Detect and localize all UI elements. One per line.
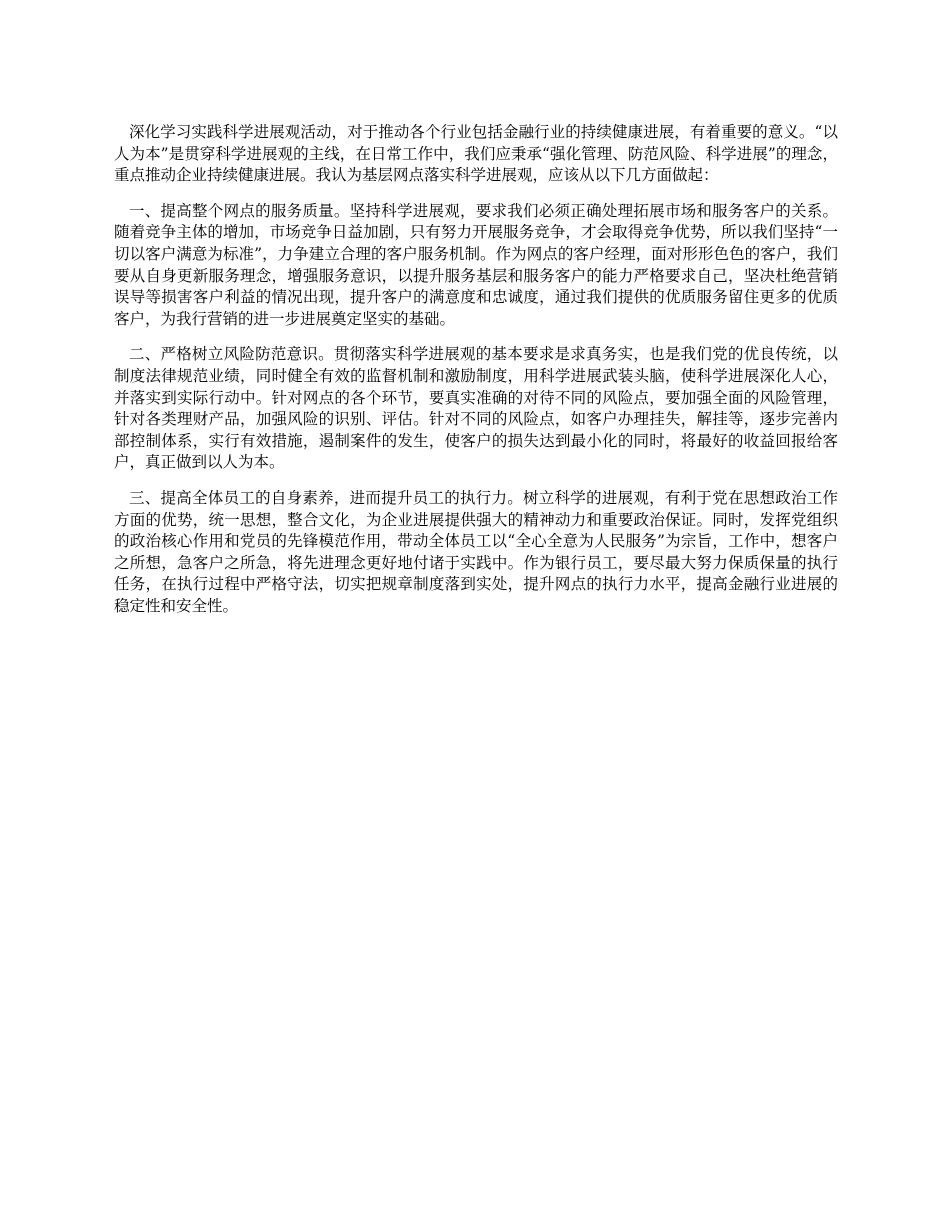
document-page: [114, 122, 838, 631]
section-3-paragraph: 三、提高全体员工的自身素养，进而提升员工的执行力。树立科学的进展观，有利于党在思想政治工作方面的优势，统一思想，整合文化，为企业进展提供强大的精神动力和重要政治保证。同时，发挥党组织的政治核心作用和党员的先锋模范作用，带动全体员工以“全心全意为人民服务”为宗旨，工作中，想客户之所想，急客户之所急，将先进理念更好地付诸于实践中。作为银行员工，要尽最大努力保质保量的执行任务，在执行过程中严格守法，切实把规章制度落到实处，提升网点的执行力水平，提高金融行业进展的稳定性和安全性。: [114, 488, 838, 615]
section-2-paragraph: 二、严格树立风险防范意识。贯彻落实科学进展观的基本要求是求真务实，也是我们党的优良传统，以制度法律规范业绩，同时健全有效的监督机制和激励制度，用科学进展武装头脑，使科学进展深化人心，并落实到实际行动中。针对网点的各个环节，要真实准确的对待不同的风险点，要加强全面的风险管理，针对各类理财产品，加强风险的识别、评估。针对不同的风险点，如客户办理挂失，解挂等，逐步完善内部控制体系，实行有效措施，遏制案件的发生，使客户的损失达到最小化的同时，将最好的收益回报给客户，真正做到以人为本。: [114, 345, 838, 472]
section-1-paragraph: 一、提高整个网点的服务质量。坚持科学进展观，要求我们必须正确处理拓展市场和服务客户的关系。随着竞争主体的增加，市场竞争日益加剧，只有努力开展服务竞争，才会取得竞争优势，所以我们坚持“一切以客户满意为标准”，力争建立合理的客户服务机制。作为网点的客户经理，面对形形色色的客户，我们要从自身更新服务理念，增强服务意识，以提升服务基层和服务客户的能力严格要求自己，坚决杜绝营销误导等损害客户利益的情况出现，提升客户的满意度和忠诚度，通过我们提供的优质服务留住更多的优质客户，为我行营销的进一步进展奠定坚实的基础。: [114, 201, 838, 328]
intro-paragraph: 深化学习实践科学进展观活动，对于推动各个行业包括金融行业的持续健康进展，有着重要的意义。“以人为本”是贯穿科学进展观的主线，在日常工作中，我们应秉承“强化管理、防范风险、科学进展”的理念，重点推动企业持续健康进展。我认为基层网点落实科学进展观，应该从以下几方面做起：: [114, 123, 838, 185]
